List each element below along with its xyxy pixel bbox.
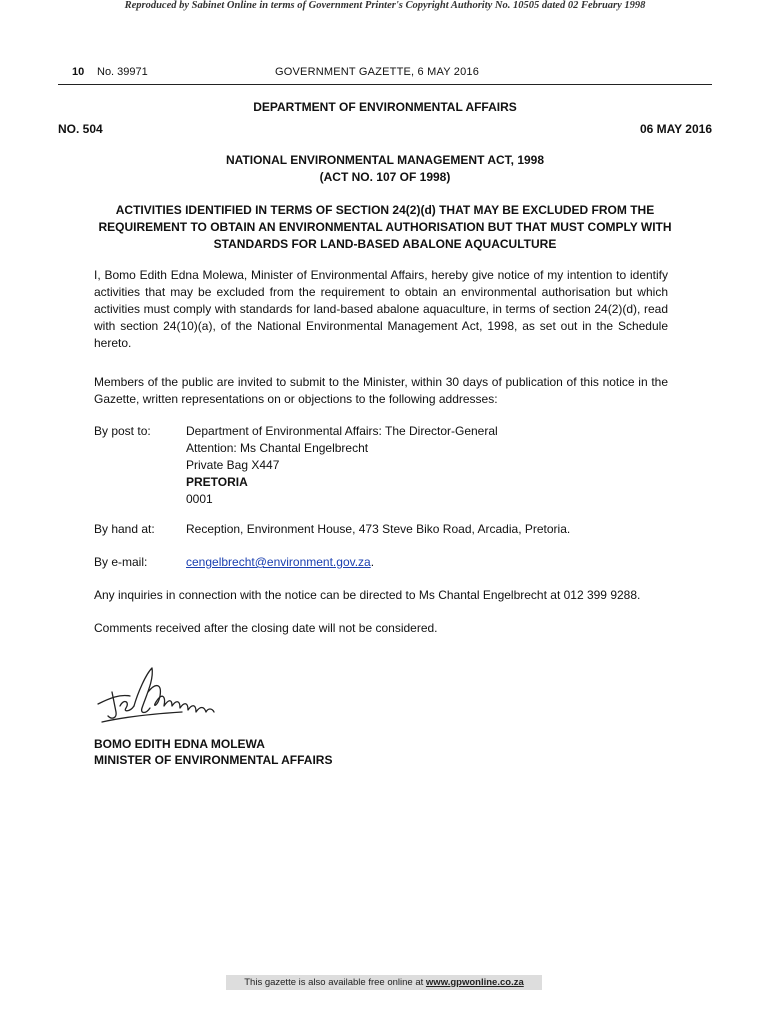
hand-address: Reception, Environment House, 473 Steve Biko Road, Arcadia, Pretoria.: [186, 522, 571, 536]
gazette-number: No. 39971: [97, 66, 148, 78]
page-number: 10: [72, 66, 85, 78]
act-title-block: [0, 152, 770, 186]
footer-url-link[interactable]: www.gpwonline.co.za: [425, 977, 524, 988]
inquiries-paragraph: Any inquiries in connection with the notice can be directed to Ms Chantal Engelbrecht at 012 399 9288.: [94, 588, 641, 602]
signature: [90, 662, 220, 728]
hand-label: By hand at:: [94, 522, 155, 536]
signatory-title: MINISTER OF ENVIRONMENTAL AFFAIRS: [94, 753, 333, 767]
intro-paragraph: I, Bomo Edith Edna Molewa, Minister of Environmental Affairs, hereby give notice of my intention to identify activities that may be excluded from the requirement to obtain an environmental authorisation but which activities must comply with standards for land-based abalone aquaculture, in terms of section 24(2)(d), read with section 24(10)(a), of the National Environmental Management Act, 1998, as set out in the Schedule hereto.: [94, 268, 668, 350]
department-heading: DEPARTMENT OF ENVIRONMENTAL AFFAIRS: [253, 100, 517, 114]
post-line-3: Private Bag X447: [186, 458, 280, 472]
post-line-5: 0001: [186, 492, 213, 506]
email-link[interactable]: cengelbrecht@environment.gov.za: [186, 555, 371, 569]
post-line-1: Department of Environmental Affairs: The Director-General: [186, 424, 498, 438]
email-suffix: .: [370, 555, 375, 569]
notice-heading: ACTIVITIES IDENTIFIED IN TERMS OF SECTION 24(2)(d) THAT MAY BE EXCLUDED FROM THE REQUIREMENT TO OBTAIN AN ENVIRONMENTAL AUTHORISATION BUT THAT MUST COMPLY WITH STANDARDS FOR LAND-BASED ABALONE AQUACULTURE: [98, 203, 672, 251]
signatory-name: BOMO EDITH EDNA MOLEWA: [94, 737, 265, 751]
gazette-title: GOVERNMENT GAZETTE, 6 MAY 2016: [275, 66, 480, 78]
post-label: By post to:: [94, 424, 151, 438]
email-label: By e-mail:: [94, 555, 148, 569]
notice-number: NO. 504: [58, 122, 103, 136]
invitation-paragraph: Members of the public are invited to submit to the Minister, within 30 days of publication of this notice in the Gazette, written representations on or objections to the following addresses:: [94, 375, 668, 406]
closing-paragraph: Comments received after the closing date will not be considered.: [94, 621, 438, 635]
act-number: (ACT NO. 107 OF 1998): [319, 170, 451, 184]
email-value: [186, 554, 374, 571]
footer-text: This gazette is also available free online at: [244, 977, 426, 988]
post-address: [186, 423, 498, 508]
reproduction-notice: Reproduced by Sabinet Online in terms of Government Printer's Copyright Authority No. 10505 dated 02 February 1998: [124, 0, 646, 11]
footer-banner: [226, 975, 542, 990]
act-title: NATIONAL ENVIRONMENTAL MANAGEMENT ACT, 1998: [225, 153, 545, 167]
post-line-2: Attention: Ms Chantal Engelbrecht: [186, 441, 369, 455]
header-rule: [58, 84, 712, 85]
signatory-block: [94, 736, 332, 768]
post-line-4: PRETORIA: [186, 475, 248, 489]
notice-date: 06 MAY 2016: [639, 122, 712, 136]
